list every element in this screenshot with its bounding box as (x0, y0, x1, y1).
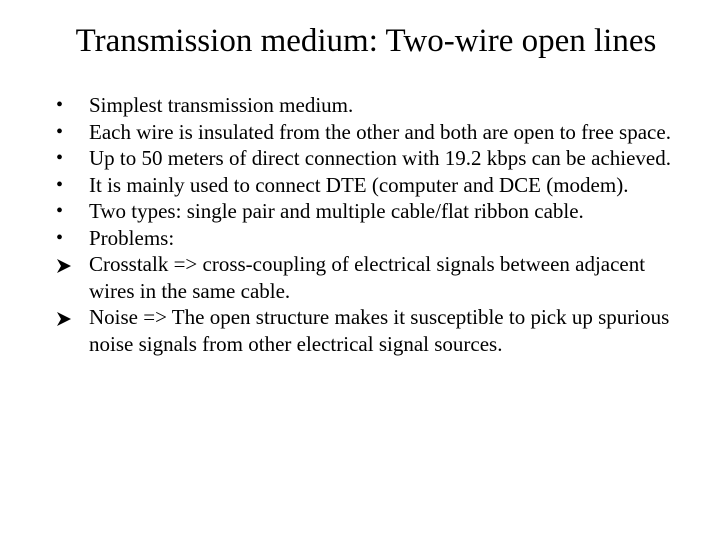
bullet-item (56, 119, 676, 146)
bullet-dot-icon: • (56, 94, 64, 116)
bullet-item (56, 145, 676, 172)
bullet-item (56, 304, 676, 357)
bullet-list (56, 92, 676, 357)
arrow-bullet-icon (56, 311, 72, 327)
bullet-text: Problems: (89, 225, 175, 250)
bullet-text: Up to 50 meters of direct connection with 19.2 kbps can be achieved. (89, 146, 671, 170)
bullet-text: Crosstalk => cross-coupling of electrical signals between adjacent wires in the same cable. (89, 252, 646, 303)
bullet-text: Two types: single pair and multiple cable/flat ribbon cable. (89, 199, 584, 223)
bullet-dot-icon: • (56, 120, 64, 143)
bullet-item (56, 172, 676, 199)
bullet-text: It is mainly used to connect DTE (computer and DCE (modem). (89, 172, 629, 197)
arrow-bullet-icon (56, 258, 72, 274)
bullet-dot-icon: • (56, 173, 64, 196)
bullet-item (56, 225, 676, 252)
bullet-text: Each wire is insulated from the other and both are open to free space. (89, 119, 671, 144)
bullet-item (56, 198, 676, 225)
bullet-dot-icon: • (56, 147, 64, 169)
bullet-text: Noise => The open structure makes it susceptible to pick up spurious noise signals from other electrical signal sources. (89, 305, 670, 356)
bullet-dot-icon: • (56, 200, 64, 222)
bullet-item (56, 251, 676, 304)
bullet-item (56, 92, 676, 119)
bullet-dot-icon: • (56, 226, 64, 249)
bullet-text: Simplest transmission medium. (89, 93, 354, 117)
slide-title: Transmission medium: Two-wire open lines (75, 23, 657, 59)
